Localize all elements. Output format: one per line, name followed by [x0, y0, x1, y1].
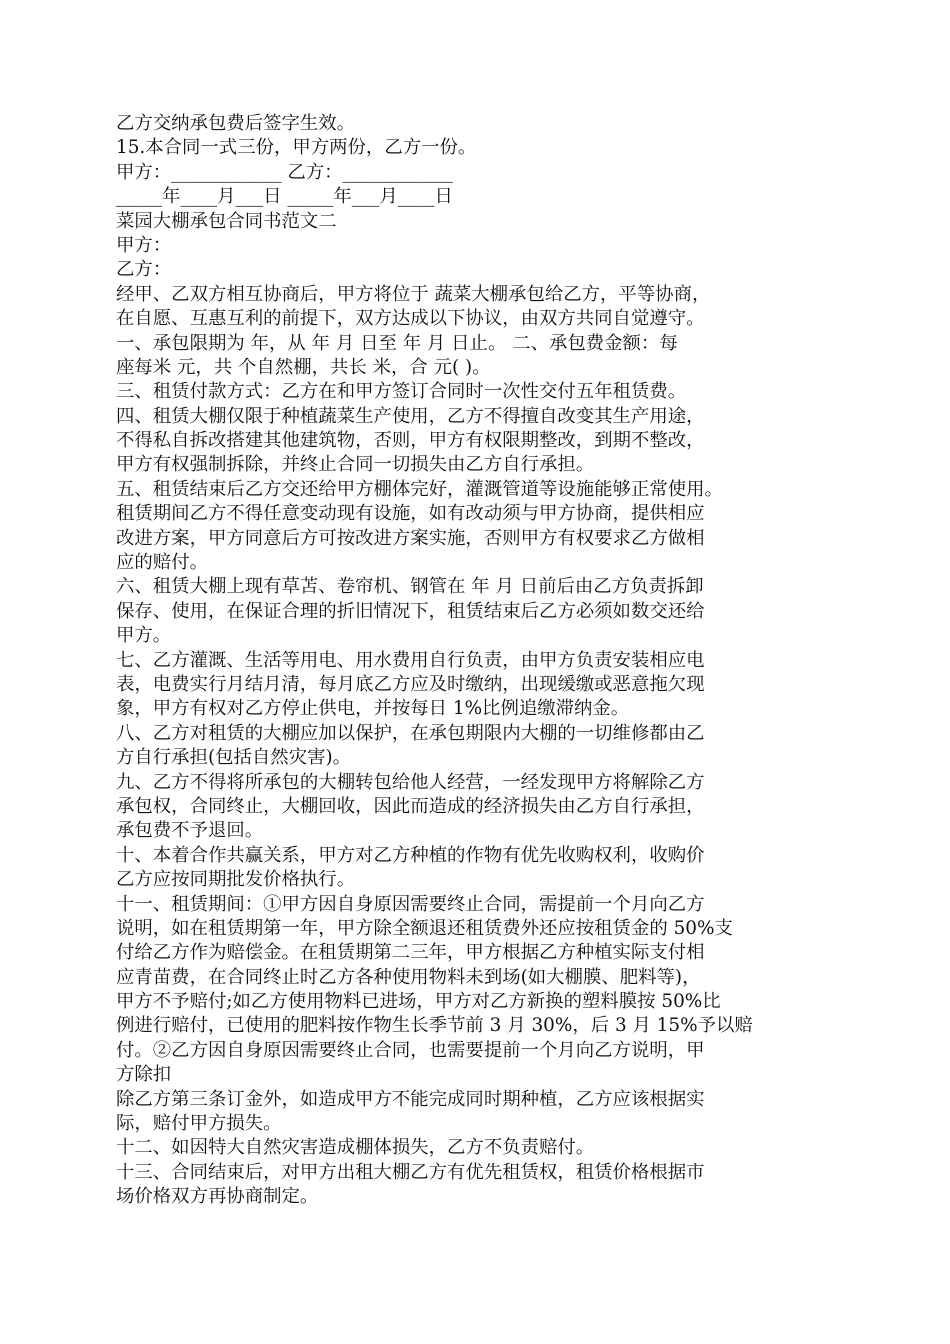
text-line: 方除扣	[116, 1064, 172, 1086]
text-line: 例进行赔付，已使用的肥料按作物生长季节前 3 月 30%，后 3 月 15%予以赔	[116, 1015, 753, 1037]
text-line: 说明，如在租赁期第一年，甲方除全额退还租赁费外还应按租赁金的 50%支	[116, 917, 733, 939]
text-line: 承包权，合同终止，大棚回收，因此而造成的经济损失由乙方自行承担，	[116, 795, 705, 817]
text-line: 十一、租赁期间：①甲方因自身原因需要终止合同，需提前一个月向乙方	[116, 893, 705, 915]
text-line: 十三、合同结束后，对甲方出租大棚乙方有优先租赁权，租赁价格根据市	[116, 1161, 705, 1183]
text-line: 保存、使用，在保证合理的折旧情况下，租赁结束后乙方必须如数交还给	[116, 600, 705, 622]
text-line: 四、租赁大棚仅限于种植蔬菜生产使用，乙方不得擅自改变其生产用途，	[116, 405, 705, 427]
text-line: 场价格双方再协商制定。	[116, 1186, 319, 1208]
text-line: 15.本合同一式三份，甲方两份，乙方一份。	[116, 137, 477, 159]
text-line: 租赁期间乙方不得任意变动现有设施，如有改动须与甲方协商，提供相应	[116, 503, 705, 525]
text-line: 付给乙方作为赔偿金。在租赁期第二三年，甲方根据乙方种植实际支付相	[116, 942, 705, 964]
text-line: 除乙方第三条订金外，如造成甲方不能完成同时期种植，乙方应该根据实	[116, 1088, 705, 1110]
text-line: 十、本着合作共赢关系，甲方对乙方种植的作物有优先收购权利，收购价	[116, 844, 705, 866]
text-line: 九、乙方不得将所承包的大棚转包给他人经营，一经发现甲方将解除乙方	[116, 771, 705, 793]
document-page	[116, 112, 836, 1210]
signature-line-parties: 甲方：____________ 乙方：____________	[116, 161, 453, 183]
text-line: 三、租赁付款方式：乙方在和甲方签订合同时一次性交付五年租赁费。	[116, 381, 687, 403]
party-a-label: 甲方：	[116, 234, 172, 256]
text-line: 座每米 元，共 个自然棚，共长 米，合 元( )。	[116, 356, 491, 378]
text-line: 在自愿、互惠互利的前提下，双方达成以下协议，由双方共同自觉遵守。	[116, 308, 705, 330]
text-line: 乙方应按同期批发价格执行。	[116, 869, 356, 891]
text-line: 承包费不予退回。	[116, 820, 264, 842]
text-line: 不得私自拆改搭建其他建筑物，否则，甲方有权限期整改，到期不整改，	[116, 430, 705, 452]
text-line: 付。②乙方因自身原因需要终止合同，也需要提前一个月向乙方说明，甲	[116, 1039, 705, 1061]
signature-line-dates: _____年____月___日 _____年___月____日	[116, 186, 453, 208]
text-line: 经甲、乙双方相互协商后，甲方将位于 蔬菜大棚承包给乙方，平等协商，	[116, 283, 711, 305]
text-line: 方自行承担(包括自然灾害)。	[116, 747, 352, 769]
text-line: 五、租赁结束后乙方交还给甲方棚体完好，灌溉管道等设施能够正常使用。	[116, 478, 723, 500]
section-title: 菜园大棚承包合同书范文二	[116, 210, 337, 232]
text-line: 十二、如因特大自然灾害造成棚体损失，乙方不负责赔付。	[116, 1137, 595, 1159]
text-line: 应青苗费，在合同终止时乙方各种使用物料未到场(如大棚膜、肥料等)，	[116, 966, 701, 988]
text-line: 表，电费实行月结月清，每月底乙方应及时缴纳，出现缓缴或恶意拖欠现	[116, 673, 705, 695]
text-line: 八、乙方对租赁的大棚应加以保护，在承包期限内大棚的一切维修都由乙	[116, 722, 705, 744]
text-line: 甲方有权强制拆除，并终止合同一切损失由乙方自行承担。	[116, 454, 595, 476]
text-line: 甲方。	[116, 625, 172, 647]
text-line: 改进方案，甲方同意后方可按改进方案实施，否则甲方有权要求乙方做相	[116, 527, 705, 549]
text-line: 乙方交纳承包费后签字生效。	[116, 113, 356, 134]
text-line: 甲方不予赔付;如乙方使用物料已进场，甲方对乙方新换的塑料膜按 50%比	[116, 991, 721, 1013]
party-b-label: 乙方：	[116, 259, 172, 281]
text-line: 六、租赁大棚上现有草苫、卷帘机、钢管在 年 月 日前后由乙方负责拆卸	[116, 576, 704, 598]
text-line: 一、承包限期为 年，从 年 月 日至 年 月 日止。 二、承包费金额：每	[116, 332, 678, 354]
text-line: 应的赔付。	[116, 552, 208, 574]
text-line: 象，甲方有权对乙方停止供电，并按每日 1%比例追缴滞纳金。	[116, 698, 630, 720]
text-line: 际，赔付甲方损失。	[116, 1113, 282, 1135]
text-line: 七、乙方灌溉、生活等用电、用水费用自行负责，由甲方负责安装相应电	[116, 649, 705, 671]
